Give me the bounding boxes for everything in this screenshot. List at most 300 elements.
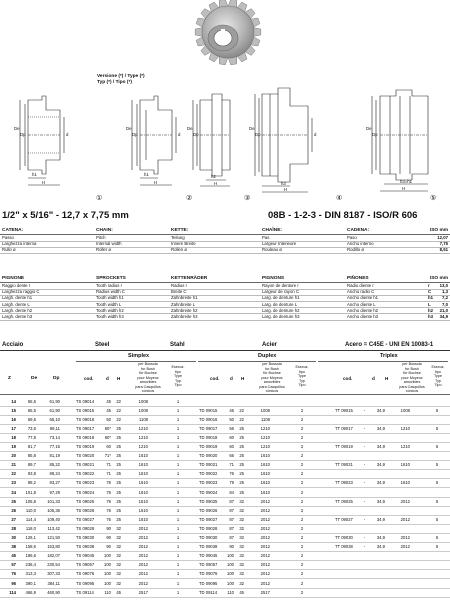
versione-label-1: Versione (*) / Type (*) xyxy=(97,74,145,79)
table-row xyxy=(0,406,450,415)
versione-label-2: Typ (*) / Tipo (*) xyxy=(97,80,132,85)
table-cell: 110,0 xyxy=(25,507,36,513)
table-cell: 1 xyxy=(176,471,180,477)
col-dp: Dp xyxy=(53,376,60,381)
table-cell: 60 xyxy=(229,444,234,449)
table-cell: 2 xyxy=(300,562,304,568)
col-esec-line: Typ xyxy=(435,378,441,383)
table-cell: 23 xyxy=(11,480,16,486)
table-cell: 2 xyxy=(300,498,304,504)
table-cell: 93,27 xyxy=(49,480,60,486)
table-cell: 2012 xyxy=(260,562,270,568)
table-cell: 2517 xyxy=(260,589,270,595)
chain-cell: Larghezza interna xyxy=(2,241,37,247)
table-cell: 21 xyxy=(11,462,16,468)
table-cell: 32 xyxy=(116,525,121,531)
table-cell: 100 xyxy=(227,562,234,568)
chain-value: 12,07 xyxy=(437,235,448,240)
table-cell: 2 xyxy=(300,589,304,595)
col-bush-line: amovibles xyxy=(263,380,281,384)
table-cell: 32 xyxy=(239,516,244,522)
drawing-version-3 xyxy=(193,94,230,186)
d1-d: d xyxy=(66,132,69,137)
table-cell: TD 09020 xyxy=(199,453,218,459)
pignons-cell: Ancho radio C xyxy=(347,289,375,295)
table-cell: 65,10 xyxy=(49,416,60,422)
table-cell: 79 xyxy=(229,480,234,486)
table-cell: 1610 xyxy=(138,507,148,513)
table-cell: 1 xyxy=(176,544,180,550)
pignons-cell: Zahnbreite h1 xyxy=(171,295,198,301)
col-bush-line: per Bussola xyxy=(402,362,422,366)
col-esec-line: Esecuz. xyxy=(431,365,445,369)
chain-value: 8,51 xyxy=(439,247,448,253)
col-esec-line: Type xyxy=(298,374,306,378)
d4-d: d xyxy=(314,132,317,137)
table-cell: 2012 xyxy=(138,571,148,577)
table-cell: 71 xyxy=(229,462,234,468)
table-row xyxy=(0,424,450,433)
col-bush-line: cónicos xyxy=(265,389,279,393)
table-cell: 1610 xyxy=(138,480,148,486)
table-cell: TS 09018 xyxy=(76,434,95,440)
table-cell: 32 xyxy=(116,544,121,550)
table-cell: 32 xyxy=(116,553,121,559)
version-number-3: ③ xyxy=(244,195,251,202)
table-cell: TS 09020 xyxy=(76,453,95,459)
pignons-value: 7,2 xyxy=(442,295,448,301)
pignons-cell: Ancho diente h1 xyxy=(347,295,379,301)
table-row xyxy=(0,534,450,543)
table-cell: 84 xyxy=(229,489,234,495)
table-cell: 81,19 xyxy=(49,453,60,459)
table-cell: TD 09025 xyxy=(199,498,218,504)
table-cell: TT 09017 xyxy=(335,425,353,431)
table-row xyxy=(0,433,450,442)
chain-cell: Innere Breite xyxy=(171,241,196,247)
table-row xyxy=(0,497,450,506)
table-cell: 25 xyxy=(116,489,121,495)
table-cell: TS 09014 xyxy=(76,398,95,404)
d2-H: H xyxy=(154,180,158,185)
pignons-cell: Larg. de denture h2 xyxy=(262,307,300,313)
table-cell: 100 xyxy=(227,580,234,586)
table-cell: 5 xyxy=(435,516,439,522)
table-cell: TS 09016 xyxy=(76,416,95,422)
col-bush-line: cónicos xyxy=(141,389,155,393)
table-cell: - xyxy=(363,407,366,413)
table-cell: 2012 xyxy=(260,516,270,522)
table-cell: 76 xyxy=(106,498,111,504)
chain-cell: Rouleau ø xyxy=(262,247,282,253)
pignons-header: PIGNONE xyxy=(2,276,25,281)
table-cell: 1 xyxy=(176,489,180,495)
table-cell: 95 xyxy=(11,580,16,586)
table-cell: 100 xyxy=(104,562,111,568)
pignons-cell: Breite C xyxy=(171,289,187,295)
table-cell: 384,11 xyxy=(47,580,60,586)
table-cell: 1008 xyxy=(400,407,410,413)
pignons-cell: Ancho diente L xyxy=(347,301,376,307)
table-cell: 25 xyxy=(239,489,244,495)
chain-header-unit: ISO mm xyxy=(429,228,448,233)
table-cell: 1610 xyxy=(138,462,148,468)
col-z: Z xyxy=(8,376,11,381)
col-d: d xyxy=(106,376,109,381)
table-cell: 1610 xyxy=(138,471,148,477)
d3-dp: Dp xyxy=(193,132,199,137)
table-cell: 61,90 xyxy=(49,407,60,413)
table-cell: 466,9 xyxy=(25,589,36,595)
pignons-cell: Largh. dente h2 xyxy=(2,307,33,313)
table-cell: - xyxy=(363,444,366,449)
table-row xyxy=(0,479,450,488)
table-cell: 5 xyxy=(435,535,439,540)
pignons-cell: Larg. de denture L xyxy=(262,301,298,307)
col-esec-line: tipo xyxy=(175,369,181,374)
table-cell: 76 xyxy=(106,480,111,486)
table-cell: 89,24 xyxy=(49,471,60,477)
table-cell: 25 xyxy=(116,516,121,522)
table-cell: 1 xyxy=(176,453,180,459)
chain-cell: Rodillo ø xyxy=(347,247,364,253)
table-cell: 1610 xyxy=(400,480,410,486)
chain-header: CHAÎNE: xyxy=(262,228,282,233)
table-cell: 2012 xyxy=(260,580,270,586)
pignons-cell: Largeur de rayon C xyxy=(262,289,300,295)
col-h: H xyxy=(385,376,389,381)
table-cell: 87 xyxy=(229,498,234,504)
d5-dp: Dp xyxy=(372,132,378,137)
table-cell: 32 xyxy=(239,580,244,586)
chain-cell: Largeur Interieure xyxy=(262,241,297,247)
table-cell: 27 xyxy=(11,516,16,522)
table-cell: 5 xyxy=(435,480,439,486)
table-cell: 307,33 xyxy=(47,571,60,577)
table-cell: 1610 xyxy=(138,498,148,504)
table-cell: TD 09045 xyxy=(199,553,218,559)
table-cell: TD 09095 xyxy=(199,580,218,586)
table-cell: 60 xyxy=(229,434,234,440)
table-cell: 45 xyxy=(116,589,121,595)
table-cell: 25 xyxy=(239,453,244,459)
table-cell: TT 09027 xyxy=(335,516,353,522)
table-cell: 1610 xyxy=(260,462,270,468)
table-cell: 71 xyxy=(106,471,111,477)
pignons-cell: Tooth radius r xyxy=(96,283,123,288)
table-cell: 1210 xyxy=(138,434,148,440)
table-cell: 14 xyxy=(11,398,16,404)
table-cell: 45 xyxy=(239,589,244,595)
table-cell: 25 xyxy=(239,462,244,468)
pignons-cell: Radius r xyxy=(171,283,188,288)
table-cell: 182,07 xyxy=(47,553,60,559)
table-cell: 65,5 xyxy=(27,398,36,404)
table-cell: 25 xyxy=(116,480,121,486)
table-cell: 28 xyxy=(11,525,16,531)
table-cell: 57 xyxy=(11,562,16,568)
d2-de: De xyxy=(126,126,132,131)
col-bush-line: para Casquillos xyxy=(259,384,285,389)
table-cell: 2517 xyxy=(138,589,148,595)
table-cell: 1610 xyxy=(260,471,270,477)
table-cell: - xyxy=(363,480,366,486)
table-cell: 2 xyxy=(300,535,304,540)
table-cell: 1 xyxy=(176,407,180,413)
table-cell: 24 xyxy=(11,489,16,495)
table-cell: 1 xyxy=(176,480,180,486)
table-cell: TD 09026 xyxy=(199,507,218,513)
table-cell: 1610 xyxy=(260,480,270,486)
table-cell: TS 09038 xyxy=(76,544,95,550)
col-de: De xyxy=(31,376,38,381)
table-row xyxy=(0,461,450,470)
table-cell: 2012 xyxy=(138,562,148,568)
table-cell: - xyxy=(363,535,366,540)
table-cell: 76 xyxy=(106,516,111,522)
table-cell: 22 xyxy=(239,416,244,422)
table-cell: 2 xyxy=(300,453,304,459)
version-number-4: ④ xyxy=(336,195,343,202)
pignons-cell: Larg. de denture h1 xyxy=(262,295,300,301)
col-bush-line: para Casquillos xyxy=(399,384,425,389)
chain-cell: Passo xyxy=(2,235,14,240)
pignons-cell: Raggio dente r xyxy=(2,283,31,288)
table-cell: 1 xyxy=(176,444,180,449)
table-cell: 460,90 xyxy=(47,589,60,595)
table-cell: 77,8 xyxy=(27,434,36,440)
col-esec-line: Esecuz. xyxy=(171,365,185,369)
table-cell: 25 xyxy=(116,425,121,431)
chain-cell: Ancho interno xyxy=(347,241,374,247)
pignons-symbol: C xyxy=(428,289,432,295)
table-cell: 25 xyxy=(116,444,121,449)
table-cell: 1 xyxy=(176,553,180,559)
table-cell: 101,33 xyxy=(47,498,60,504)
table-cell: TD 09028 xyxy=(199,525,218,531)
table-cell: TD 09114 xyxy=(199,589,218,595)
d5-de: De xyxy=(366,126,372,131)
table-cell: 1 xyxy=(176,416,180,422)
table-cell: 32 xyxy=(239,498,244,504)
col-bush-line: for Bush xyxy=(265,366,279,371)
table-row xyxy=(0,552,450,561)
d1-h1: h1 xyxy=(32,172,37,177)
table-cell: 60* xyxy=(104,425,111,431)
table-cell: 25 xyxy=(11,498,16,504)
drawing-version-4 xyxy=(255,88,312,192)
col-esec-line: Typ xyxy=(299,378,305,383)
table-cell: 25 xyxy=(116,471,121,477)
col-esec-line: Tipo xyxy=(434,383,442,387)
table-cell: 69,11 xyxy=(49,425,60,431)
table-cell: 110 xyxy=(104,589,111,595)
pignons-symbol: L xyxy=(428,301,431,307)
col-esec-line: Typ xyxy=(175,378,181,383)
col-h: H xyxy=(117,376,121,381)
table-cell: 1610 xyxy=(400,462,410,468)
table-cell: 90 xyxy=(229,544,234,550)
table-cell: TD 09015 xyxy=(199,407,218,413)
table-cell: TD 09027 xyxy=(199,516,218,522)
table-cell: 22 xyxy=(116,407,121,413)
col-esec-line: Esecuz. xyxy=(295,365,309,369)
d2-dp: Dp xyxy=(132,132,138,137)
pignons-cell: Ancho diente h2 xyxy=(347,307,379,313)
table-cell: 2012 xyxy=(138,544,148,550)
col-esec-line: Type xyxy=(174,374,182,378)
col-cod: cod. xyxy=(84,376,94,381)
pignons-cell: Tooth width L xyxy=(96,301,122,307)
table-cell: 22 xyxy=(11,471,16,477)
table-cell: - xyxy=(363,516,366,522)
d3-de: De xyxy=(187,126,193,131)
material-acero: Acero = C45E - UNI EN 10083-1 xyxy=(345,342,434,348)
col-esec-line: Tipo xyxy=(298,383,306,387)
table-cell: 97,29 xyxy=(49,489,60,495)
table-cell: 76 xyxy=(106,489,111,495)
table-cell: 25 xyxy=(116,507,121,513)
title-left: 1/2" x 5/16" - 12,7 x 7,75 mm xyxy=(2,210,129,221)
pignons-symbol: r xyxy=(428,283,430,288)
table-cell: 100 xyxy=(104,571,111,577)
table-row xyxy=(0,470,450,479)
chain-cell: Rullo ø xyxy=(2,247,16,253)
table-row xyxy=(0,443,450,452)
table-cell: 2012 xyxy=(260,544,270,550)
table-row xyxy=(0,515,450,524)
table-cell: TT 09021 xyxy=(335,462,353,468)
table-cell: 17 xyxy=(11,425,16,431)
table-row xyxy=(0,588,450,597)
table-cell: 32 xyxy=(239,553,244,559)
table-cell: 16 xyxy=(11,416,16,422)
table-cell: 230,54 xyxy=(47,562,60,568)
table-cell: 34,9 xyxy=(376,535,385,540)
table-cell: 73,14 xyxy=(49,434,60,440)
table-cell: 34,9 xyxy=(376,425,385,431)
table-cell: 76 xyxy=(11,571,16,577)
table-cell: 1610 xyxy=(138,453,148,459)
table-cell: 87 xyxy=(229,525,234,531)
table-cell: 93,8 xyxy=(27,471,36,477)
table-row xyxy=(0,488,450,497)
table-cell: 2 xyxy=(300,425,304,431)
col-bush-line: para Casquillos xyxy=(135,384,161,389)
table-cell: 60 xyxy=(106,444,111,449)
table-cell: 2 xyxy=(300,516,304,522)
pignons-cell: Tooth width h1 xyxy=(96,295,124,301)
d2-h1: h1 xyxy=(144,172,149,177)
col-bush-line: pour Moyeux xyxy=(137,375,159,380)
table-cell: 90 xyxy=(106,544,111,550)
col-cod: cod. xyxy=(210,376,220,381)
table-cell: 2 xyxy=(300,580,304,586)
table-cell: TS 09045 xyxy=(76,553,95,559)
pignons-cell: Larg. de denture h3 xyxy=(262,314,300,319)
table-cell: 32 xyxy=(116,571,121,577)
table-cell: 1210 xyxy=(260,434,270,440)
table-cell: 126,1 xyxy=(25,535,36,540)
table-row xyxy=(0,570,450,579)
table-cell: TS 09021 xyxy=(76,462,95,468)
table-cell: 25 xyxy=(239,471,244,477)
table-cell: 1210 xyxy=(400,444,410,449)
d4-de: De xyxy=(249,126,255,131)
col-d: d xyxy=(230,376,233,381)
table-cell: 34,9 xyxy=(376,544,385,550)
table-cell: 2012 xyxy=(260,525,270,531)
chain-cell: Teilung xyxy=(171,235,185,240)
table-cell: 100 xyxy=(104,553,111,559)
d1-de: De xyxy=(14,126,20,131)
table-cell: 19 xyxy=(11,444,16,449)
pignons-cell: Larghezza raggio C xyxy=(2,289,40,295)
table-row xyxy=(0,415,450,424)
table-cell: 5 xyxy=(435,498,439,504)
table-cell: 18 xyxy=(11,434,16,440)
table-cell: TT 09030 xyxy=(335,535,353,540)
table-cell: TS 09025 xyxy=(76,498,95,504)
table-cell: 1 xyxy=(176,507,180,513)
table-cell: TT 09025 xyxy=(335,498,353,504)
table-cell: 76 xyxy=(229,471,234,477)
pignons-cell: Radio diente r xyxy=(347,283,374,288)
table-cell: 1108 xyxy=(138,416,148,422)
table-cell: 1210 xyxy=(260,425,270,431)
table-cell: 56 xyxy=(229,425,234,431)
table-cell: 38 xyxy=(11,544,16,550)
table-cell: 2012 xyxy=(400,498,410,504)
d1-H: H xyxy=(42,180,46,185)
table-row xyxy=(0,543,450,552)
chain-header: CHAIN: xyxy=(96,228,113,233)
table-cell: 2012 xyxy=(260,535,270,540)
table-cell: 25 xyxy=(239,425,244,431)
col-bush-line: amovibles xyxy=(403,380,421,384)
col-bush-line: for Bush xyxy=(405,366,419,371)
chain-value: 7,75 xyxy=(439,241,448,247)
table-cell: 1610 xyxy=(260,489,270,495)
table-cell: 25 xyxy=(239,444,244,449)
col-bush-line: for Bush xyxy=(141,366,155,371)
table-cell: TD 09016 xyxy=(199,416,218,422)
table-cell: 2 xyxy=(300,434,304,440)
table-cell: 22 xyxy=(239,407,244,413)
table-cell: 1 xyxy=(176,516,180,522)
table-cell: 32 xyxy=(116,535,121,540)
table-cell: 2 xyxy=(300,480,304,486)
table-cell: TS 09057 xyxy=(76,562,95,568)
drawing-version-2 xyxy=(132,96,176,185)
table-cell: TS 09023 xyxy=(76,480,95,486)
table-cell: 100 xyxy=(227,571,234,577)
table-cell: 1 xyxy=(176,434,180,440)
table-cell: 1 xyxy=(176,398,180,404)
table-cell: TD 09030 xyxy=(199,535,218,540)
table-cell: 118,0 xyxy=(25,525,36,531)
table-cell: 32 xyxy=(116,580,121,586)
table-cell: 45 xyxy=(11,553,16,559)
pignons-symbol: h3 xyxy=(428,314,434,319)
chain-cell: Pas xyxy=(262,235,270,240)
table-cell: TD 09021 xyxy=(199,462,218,468)
col-bush-line: für Buchse xyxy=(263,371,281,375)
table-cell: 25 xyxy=(116,498,121,504)
pignons-symbol: h1 xyxy=(428,295,434,301)
pignons-cell: Largh. dente L xyxy=(2,301,30,307)
table-cell: TS 09022 xyxy=(76,471,95,477)
